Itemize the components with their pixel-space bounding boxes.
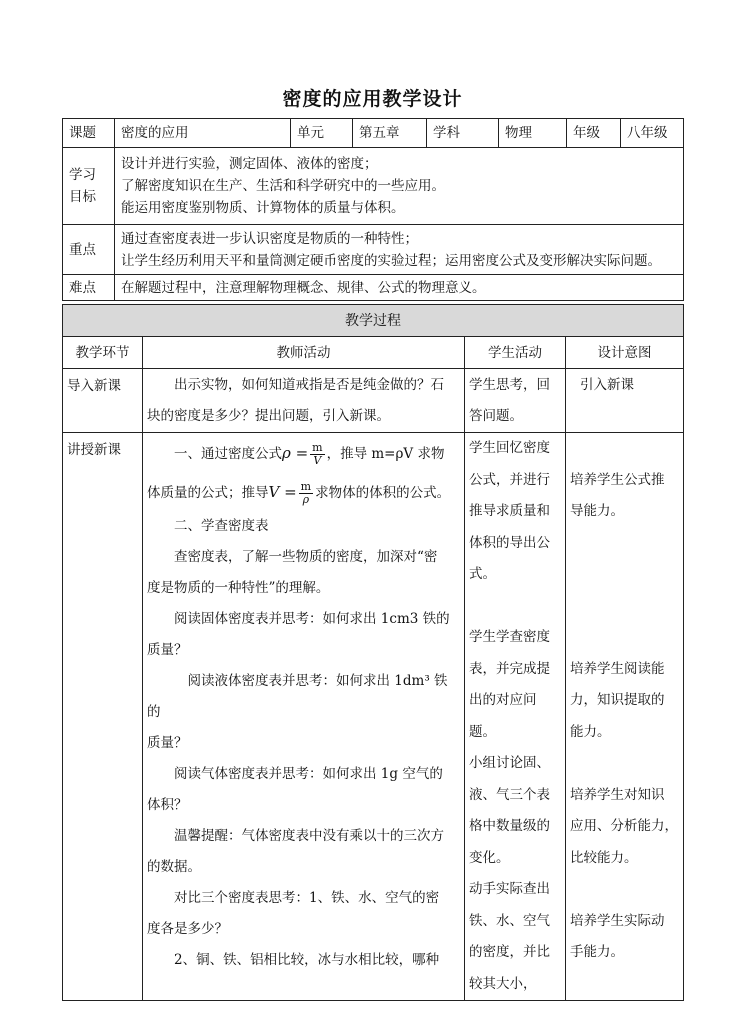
key-text bbox=[115, 225, 684, 275]
topic-label: 课题 bbox=[63, 119, 115, 148]
goals-row bbox=[63, 148, 684, 225]
student-line: 小组讨论固、 bbox=[469, 755, 550, 771]
goal-item: 了解密度知识在生产、生活和科学研究中的一些应用。 bbox=[121, 178, 445, 194]
subject-value: 物理 bbox=[499, 119, 567, 148]
teacher-line: 2、铜、铁、铝相比较，冰与水相比较，哪种 bbox=[174, 952, 440, 968]
teacher-line: 阅读液体密度表并思考：如何求出 1dm³ 铁的 bbox=[147, 673, 448, 720]
teacher-line: 二、学查密度表 bbox=[174, 518, 269, 534]
fraction-denominator: V bbox=[313, 454, 322, 467]
goal-item: 能运用密度鉴别物质、计算物体的质量与体积。 bbox=[121, 200, 405, 216]
goals-label bbox=[63, 148, 115, 225]
topic-value: 密度的应用 bbox=[115, 119, 291, 148]
intro-teacher-line: 出示实物，如何知道戒指是否是纯金做的？石 bbox=[174, 377, 444, 393]
teacher-line: 质量？ bbox=[147, 735, 188, 751]
teacher-line: 的数据。 bbox=[147, 859, 201, 875]
goals-label-line-2: 目标 bbox=[69, 189, 96, 205]
teacher-line: 查密度表，了解一些物质的密度，加深对“密 bbox=[174, 549, 438, 565]
goals-text bbox=[115, 148, 684, 225]
student-line: 较其大小， bbox=[469, 975, 537, 992]
intro-intent bbox=[566, 369, 684, 433]
document-title: 密度的应用教学设计 bbox=[282, 88, 463, 110]
teacher-line: 度各是多少？ bbox=[147, 921, 228, 937]
intent-line: 手能力。 bbox=[570, 944, 624, 960]
lecture-intent bbox=[566, 433, 684, 1001]
teacher-line: 质量？ bbox=[147, 642, 188, 658]
fraction-numerator: m bbox=[312, 441, 323, 454]
intent-line bbox=[570, 433, 679, 465]
lecture-row bbox=[63, 433, 684, 1001]
intro-teacher-line: 块的密度是多少？提出问题，引入新课。 bbox=[147, 408, 390, 424]
formula-text: 体质量的公式；推导 bbox=[147, 485, 269, 501]
intro-stage: 导入新课 bbox=[63, 369, 143, 433]
student-line: 的密度，并比 bbox=[469, 944, 550, 960]
teacher-line: 阅读气体密度表并思考：如何求出 1g 空气的 bbox=[174, 766, 443, 782]
goals-label-line-1: 学习 bbox=[69, 167, 96, 183]
intro-student-line: 答问题。 bbox=[469, 408, 523, 424]
lecture-stage: 讲授新课 bbox=[63, 433, 143, 1001]
intent-line: 力，知识提取的 bbox=[570, 692, 665, 708]
student-line: 推导求质量和 bbox=[469, 503, 550, 519]
density-symbol: ρ = bbox=[282, 444, 309, 462]
student-line: 学生学查密度 bbox=[469, 629, 550, 645]
formula-text: 一、通过密度公式 bbox=[174, 446, 282, 462]
lesson-info-table bbox=[62, 118, 684, 301]
intent-line: 培养学生对知识 bbox=[570, 786, 665, 803]
process-column-header-row bbox=[63, 337, 684, 369]
student-line bbox=[469, 591, 561, 623]
intent-line bbox=[570, 622, 679, 654]
formula-text: 求物体的体积的公式。 bbox=[315, 485, 451, 501]
intent-line: 比较能力。 bbox=[570, 849, 638, 866]
fraction-m-over-v bbox=[310, 442, 324, 467]
process-section-row bbox=[63, 305, 684, 337]
unit-label: 单元 bbox=[291, 119, 353, 148]
student-line: 式。 bbox=[469, 566, 496, 582]
student-line: 动手实际查出 bbox=[469, 881, 550, 897]
student-line: 出的对应问题。 bbox=[469, 692, 537, 740]
intro-teacher bbox=[143, 369, 465, 433]
fraction-numerator: m bbox=[300, 480, 312, 493]
intent-line: 培养学生实际动 bbox=[570, 912, 665, 929]
teacher-line: 温馨提醒：气体密度表中没有乘以十的三次方 bbox=[174, 828, 444, 844]
intent-line bbox=[570, 748, 679, 780]
teacher-line: 体积？ bbox=[147, 797, 188, 813]
student-line: 格中数量级的 bbox=[469, 818, 550, 834]
intro-intent-line: 引入新课 bbox=[580, 377, 634, 393]
key-label: 重点 bbox=[63, 225, 115, 275]
column-header-intent: 设计意图 bbox=[566, 337, 684, 369]
grade-label: 年级 bbox=[567, 119, 621, 148]
intro-row bbox=[63, 369, 684, 433]
formula-text: ，推导 m=ρV 求物 bbox=[326, 446, 445, 462]
intent-line: 应用、分析能力， bbox=[570, 818, 678, 834]
key-item: 让学生经历利用天平和量筒测定硬币密度的实验过程；运用密度公式及变形解决实际问题。 bbox=[121, 252, 661, 269]
topic-row bbox=[63, 119, 684, 148]
formula-density-line bbox=[147, 433, 460, 474]
intent-line: 导能力。 bbox=[570, 503, 624, 519]
student-line: 铁、水、空气 bbox=[469, 912, 550, 929]
difficulty-text: 在解题过程中，注意理解物理概念、规律、公式的物理意义。 bbox=[115, 275, 684, 301]
subject-label: 学科 bbox=[427, 119, 499, 148]
key-points-row bbox=[63, 225, 684, 275]
column-header-student: 学生活动 bbox=[465, 337, 566, 369]
intro-student-line: 学生思考，回 bbox=[469, 377, 550, 393]
student-line: 公式，并进行 bbox=[469, 471, 550, 488]
difficulty-row bbox=[63, 275, 684, 301]
student-line: 体积的导出公 bbox=[469, 534, 550, 551]
key-item: 通过查密度表进一步认识密度是物质的一种特性； bbox=[121, 230, 418, 247]
formula-volume-line bbox=[147, 474, 460, 511]
column-header-stage: 教学环节 bbox=[63, 337, 143, 369]
intent-line bbox=[570, 591, 679, 623]
intent-line bbox=[570, 528, 679, 560]
teacher-line: 度是物质的一种特性”的理解。 bbox=[147, 580, 330, 596]
volume-symbol: V = bbox=[268, 483, 297, 501]
student-line: 变化。 bbox=[469, 849, 510, 866]
teaching-process-table bbox=[62, 304, 684, 1001]
student-line: 液、气三个表 bbox=[469, 786, 550, 803]
intent-line bbox=[570, 559, 679, 591]
intro-student bbox=[465, 369, 566, 433]
student-line: 学生回忆密度 bbox=[469, 440, 550, 456]
student-line: 表，并完成提 bbox=[469, 660, 550, 677]
teacher-line: 阅读固体密度表并思考：如何求出 1cm3 铁的 bbox=[174, 611, 450, 627]
intent-line: 培养学生阅读能 bbox=[570, 660, 665, 677]
grade-value: 八年级 bbox=[621, 119, 684, 148]
intent-line: 培养学生公式推 bbox=[570, 471, 665, 488]
lecture-teacher bbox=[143, 433, 465, 1001]
lecture-student bbox=[465, 433, 566, 1001]
intent-line bbox=[570, 874, 679, 906]
goal-item: 设计并进行实验，测定固体、液体的密度； bbox=[121, 156, 378, 172]
fraction-m-over-rho bbox=[299, 481, 313, 506]
process-section-title: 教学过程 bbox=[63, 305, 684, 337]
intent-line: 能力。 bbox=[570, 723, 611, 740]
teacher-line: 对比三个密度表思考：1、铁、水、空气的密 bbox=[174, 890, 440, 906]
fraction-denominator: ρ bbox=[302, 493, 310, 506]
unit-value: 第五章 bbox=[353, 119, 427, 148]
column-header-teacher: 教师活动 bbox=[143, 337, 465, 369]
difficulty-label: 难点 bbox=[63, 275, 115, 301]
